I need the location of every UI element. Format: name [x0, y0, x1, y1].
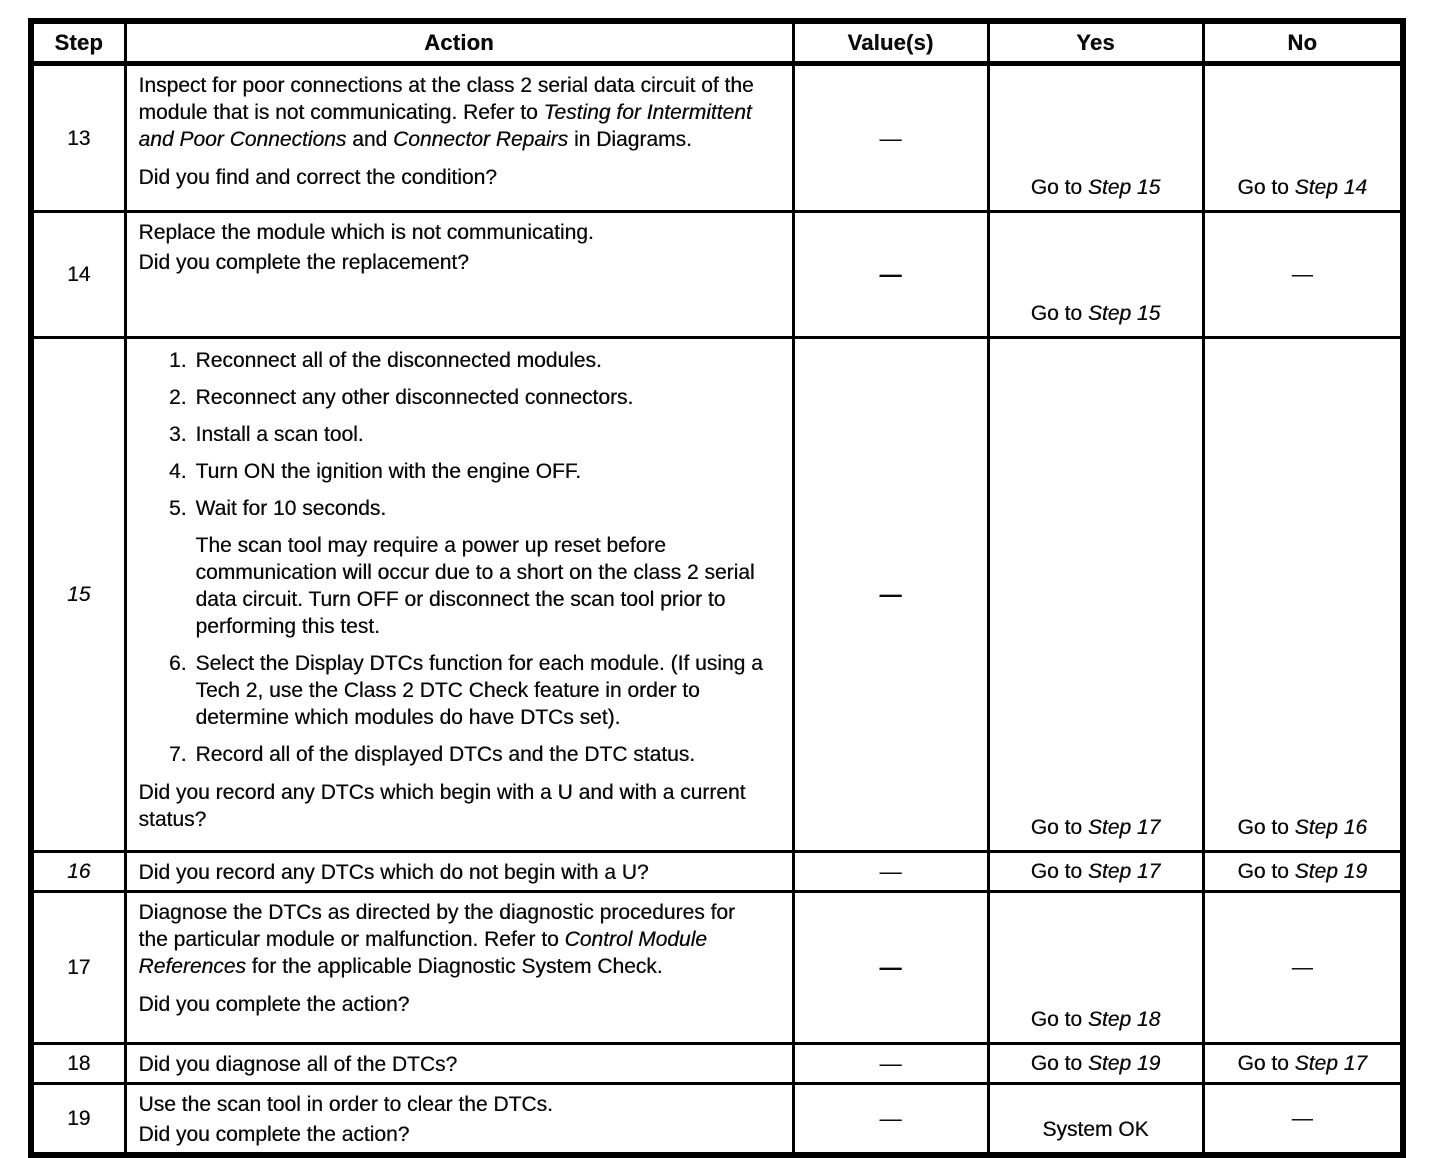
- no-cell: [1203, 892, 1403, 1044]
- action-question: [139, 779, 771, 833]
- text-run: Did you complete the action?: [138, 993, 410, 1016]
- action-cell: [125, 892, 793, 1044]
- table-row: [31, 338, 1403, 852]
- value-cell: [793, 338, 988, 852]
- text-run: Go to: [1237, 860, 1295, 883]
- text-run: Go to: [1237, 176, 1295, 199]
- dash-value: —: [879, 262, 902, 287]
- table-row: [31, 1044, 1403, 1084]
- list-subparagraph: [196, 532, 778, 640]
- text-run: Wait for 10 seconds.: [195, 497, 387, 520]
- step-number: 16: [67, 860, 91, 883]
- list-item: [157, 495, 784, 522]
- table-header: [31, 21, 1403, 64]
- step-cell: [31, 338, 125, 852]
- list-number: 4.: [168, 460, 187, 483]
- step-number: 14: [67, 263, 91, 286]
- text-run: —: [1291, 263, 1313, 286]
- yes-cell: [988, 338, 1203, 852]
- text-run: Reconnect any other disconnected connectors.: [195, 386, 634, 409]
- step-number: 18: [67, 1052, 91, 1075]
- yes-cell: [988, 852, 1203, 892]
- dash-value: —: [879, 1051, 902, 1076]
- text-run: Did you record any DTCs which do not begin with a U?: [138, 861, 649, 884]
- yes-cell: [988, 212, 1203, 338]
- goto-text: [1031, 1052, 1161, 1075]
- no-cell: [1203, 64, 1403, 212]
- text-run: Go to: [1030, 860, 1088, 883]
- action-paragraph: [139, 1051, 764, 1078]
- text-run: Go to: [1030, 1008, 1088, 1031]
- dash-value: —: [879, 582, 902, 607]
- action-paragraph: [139, 72, 764, 153]
- action-cell: [125, 1084, 793, 1156]
- action-cell: [125, 212, 793, 338]
- text-run: Step 14: [1294, 176, 1368, 199]
- table-row: [31, 212, 1403, 338]
- text-run: in Diagrams.: [568, 128, 692, 151]
- text-run: Install a scan tool.: [195, 423, 364, 446]
- no-cell: [1203, 852, 1403, 892]
- yes-cell: [988, 892, 1203, 1044]
- no-cell: [1203, 1044, 1403, 1084]
- text-run: Reconnect all of the disconnected modules.: [195, 349, 602, 372]
- action-cell: [125, 338, 793, 852]
- text-run: —: [1291, 956, 1313, 979]
- no-cell: [1203, 212, 1403, 338]
- step-cell: [31, 64, 125, 212]
- diagnostic-table: [28, 18, 1406, 1158]
- action-question: [139, 991, 771, 1018]
- step-cell: [31, 1044, 125, 1084]
- no-cell: [1203, 1084, 1403, 1156]
- goto-text: [1031, 176, 1161, 199]
- table-body: [31, 64, 1403, 1156]
- step-number: 17: [67, 956, 91, 979]
- text-run: Step 17: [1087, 860, 1161, 883]
- table-row: [31, 852, 1403, 892]
- text-run: Did you record any DTCs which begin with a U and with a current status?: [138, 781, 746, 831]
- text-run: Step 16: [1294, 816, 1368, 839]
- text-run: Did you complete the action?: [138, 1123, 410, 1146]
- dash-value: —: [879, 1106, 902, 1131]
- list-number: 5.: [168, 497, 187, 520]
- text-run: —: [1291, 1107, 1313, 1130]
- list-number: 2.: [168, 386, 187, 409]
- yes-cell: [988, 1084, 1203, 1156]
- text-run: Step 17: [1087, 816, 1161, 839]
- text-run: Go to: [1030, 1052, 1088, 1075]
- action-question: [139, 164, 771, 191]
- list-item: [157, 650, 784, 731]
- text-run: Did you find and correct the condition?: [138, 166, 497, 189]
- action-cell: [125, 64, 793, 212]
- action-paragraph: [139, 1121, 764, 1148]
- text-run: Step 15: [1087, 176, 1161, 199]
- text-run: Go to: [1237, 1052, 1295, 1075]
- list-item: [157, 384, 784, 411]
- goto-text: [1237, 176, 1367, 199]
- table-row: [31, 1084, 1403, 1156]
- goto-text: [1031, 1008, 1161, 1031]
- action-cell: [125, 1044, 793, 1084]
- text-run: Go to: [1030, 302, 1088, 325]
- text-run: Record all of the displayed DTCs and the DTC status.: [195, 743, 696, 766]
- list-text: [196, 741, 696, 768]
- goto-text: [1292, 263, 1313, 286]
- yes-cell: [988, 64, 1203, 212]
- column-header-no: No: [1203, 21, 1403, 64]
- text-run: Select the Display DTCs function for each module. (If using a Tech 2, use the Class 2 DTC Check feature in order to determine which modules do have DTCs set).: [195, 652, 763, 729]
- text-run: Connector Repairs: [393, 128, 569, 151]
- dash-value: —: [879, 125, 902, 151]
- column-header-action: Action: [125, 21, 793, 64]
- value-cell: [793, 892, 988, 1044]
- goto-text: [1237, 1052, 1367, 1075]
- list-number: 7.: [168, 743, 187, 766]
- action-paragraph: [139, 1091, 764, 1118]
- text-run: Step 15: [1087, 302, 1161, 325]
- value-cell: [793, 852, 988, 892]
- column-header-values: Value(s): [793, 21, 988, 64]
- list-text: [196, 384, 634, 411]
- action-cell: [125, 852, 793, 892]
- goto-text: [1237, 816, 1367, 839]
- step-cell: [31, 1084, 125, 1156]
- text-run: Use the scan tool in order to clear the DTCs.: [138, 1093, 553, 1116]
- list-number: 6.: [168, 652, 187, 675]
- list-item: [157, 347, 784, 374]
- text-run: The scan tool may require a power up reset before communication will occur due to a short on the class 2 serial data circuit. Turn OFF or disconnect the scan tool prior to performing this test.: [195, 534, 755, 638]
- goto-text: [1031, 302, 1161, 325]
- step-cell: [31, 212, 125, 338]
- value-cell: [793, 1084, 988, 1156]
- text-run: and: [346, 128, 394, 151]
- list-number: 3.: [168, 423, 187, 446]
- step-number: 19: [67, 1107, 91, 1130]
- text-run: Inspect for poor connections at the class 2 serial data circuit of the module that is not communicating. Refer to: [138, 74, 754, 124]
- text-run: Control Module References: [138, 928, 707, 978]
- goto-text: [1042, 1118, 1148, 1141]
- text-run: Did you complete the replacement?: [138, 251, 469, 274]
- action-paragraph: [139, 859, 764, 886]
- no-cell: [1203, 338, 1403, 852]
- list-item: [157, 421, 784, 448]
- header-row: [31, 21, 1403, 64]
- goto-text: [1292, 1107, 1313, 1130]
- action-paragraph: [139, 219, 764, 246]
- action-paragraph: [139, 899, 764, 980]
- text-run: Replace the module which is not communicating.: [138, 221, 594, 244]
- list-text: [196, 421, 364, 448]
- list-number: 1.: [168, 349, 187, 372]
- text-run: Go to: [1030, 176, 1088, 199]
- text-run: Step 17: [1294, 1052, 1368, 1075]
- step-number: 15: [67, 583, 91, 606]
- step-cell: [31, 892, 125, 1044]
- text-run: Testing for Intermittent and Poor Connections: [138, 101, 752, 151]
- text-run: Turn ON the ignition with the engine OFF.: [195, 460, 582, 483]
- text-run: System OK: [1042, 1118, 1149, 1141]
- text-run: Step 19: [1294, 860, 1368, 883]
- text-run: Did you diagnose all of the DTCs?: [138, 1053, 458, 1076]
- text-run: for the applicable Diagnostic System Check.: [245, 955, 663, 978]
- text-run: Go to: [1237, 816, 1295, 839]
- text-run: Diagnose the DTCs as directed by the diagnostic procedures for the particular module or malfunction. Refer to: [138, 901, 735, 951]
- column-header-yes: Yes: [988, 21, 1203, 64]
- text-run: Go to: [1030, 816, 1088, 839]
- value-cell: [793, 212, 988, 338]
- goto-text: [1237, 860, 1367, 883]
- dash-value: —: [879, 955, 902, 980]
- goto-text: [1031, 816, 1161, 839]
- goto-text: [1031, 860, 1161, 883]
- step-cell: [31, 852, 125, 892]
- dash-value: —: [879, 859, 902, 884]
- text-run: Step 18: [1087, 1008, 1161, 1031]
- list-text: [196, 650, 764, 731]
- list-text: [196, 458, 582, 485]
- list-text: [196, 347, 602, 374]
- list-text: [196, 495, 387, 522]
- action-paragraph: [139, 249, 764, 276]
- value-cell: [793, 64, 988, 212]
- value-cell: [793, 1044, 988, 1084]
- column-header-step: Step: [31, 21, 125, 64]
- yes-cell: [988, 1044, 1203, 1084]
- table-row: [31, 64, 1403, 212]
- text-run: Step 19: [1087, 1052, 1161, 1075]
- goto-text: [1292, 956, 1313, 979]
- list-item: [157, 741, 784, 768]
- table-row: [31, 892, 1403, 1044]
- step-number: 13: [67, 126, 91, 150]
- list-item: [157, 458, 784, 485]
